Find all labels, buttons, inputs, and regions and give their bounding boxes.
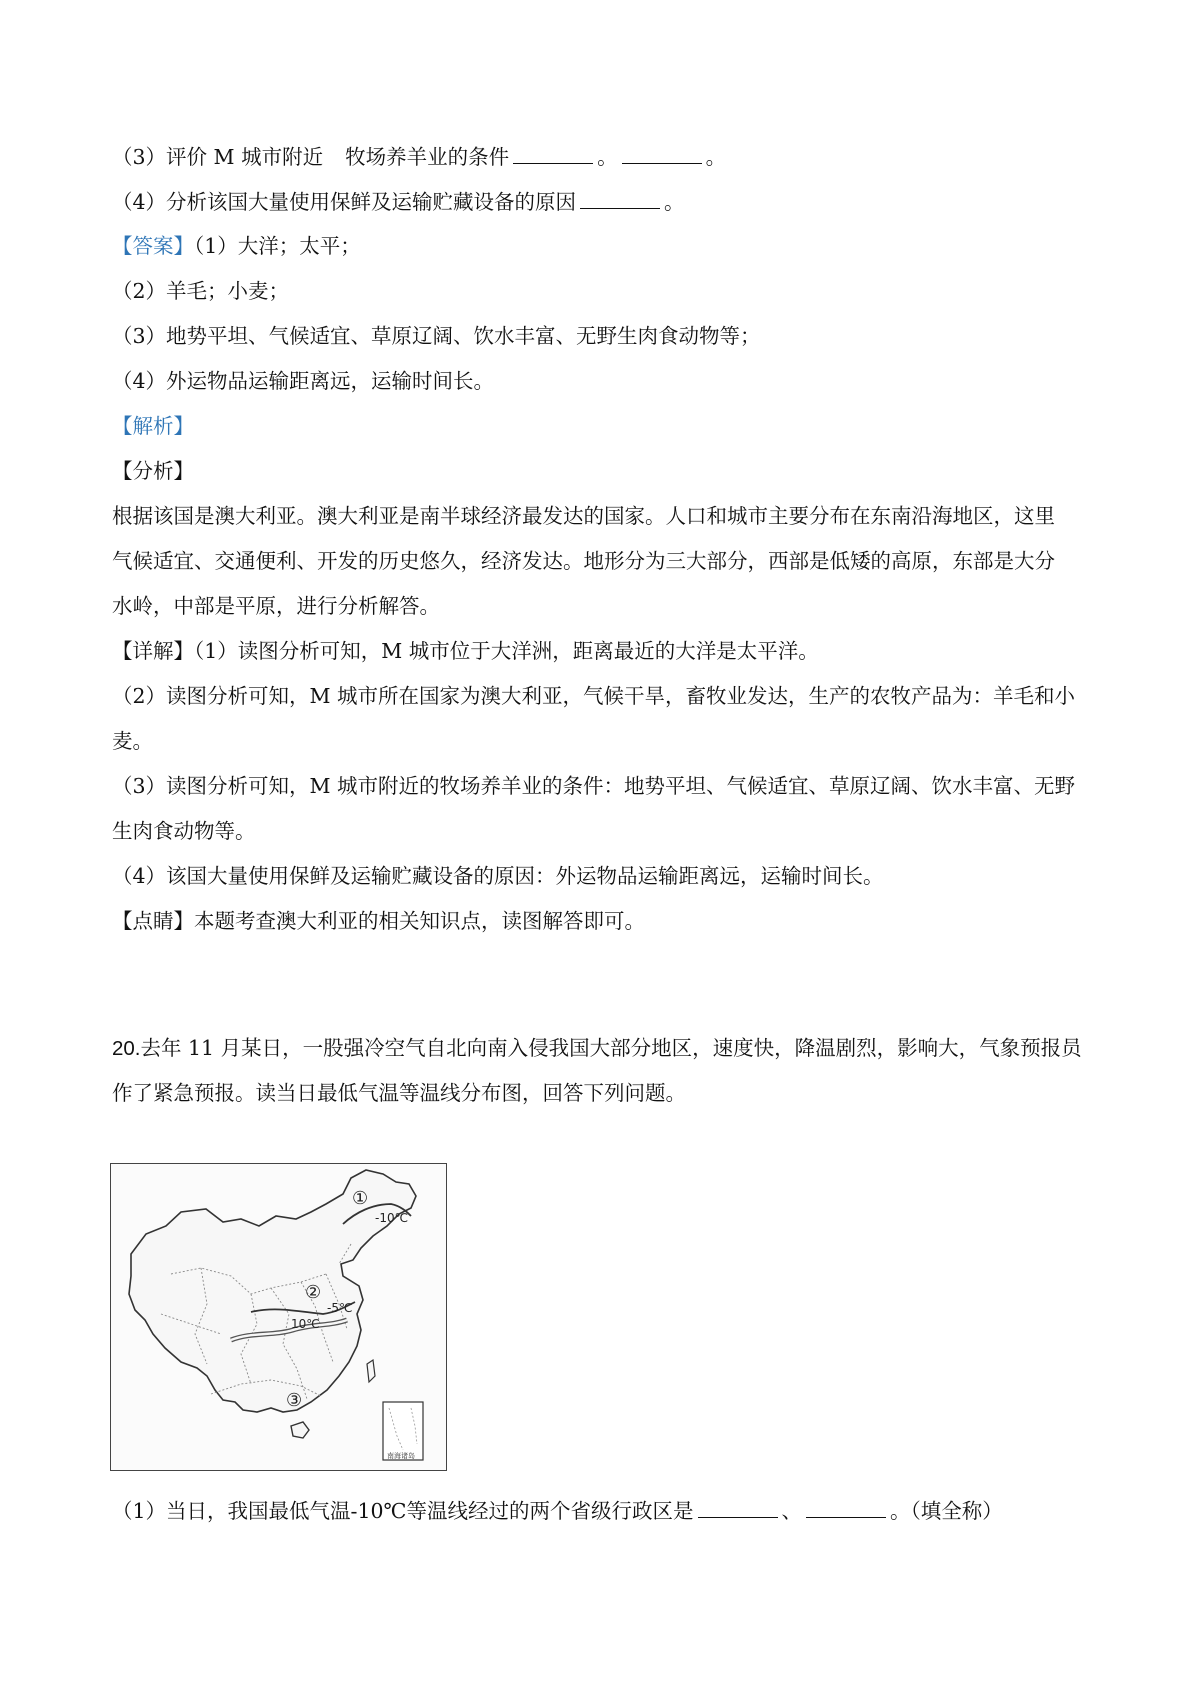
map-label-1: ① (352, 1188, 369, 1209)
answer-blank[interactable] (698, 1495, 778, 1518)
answer-blank[interactable] (622, 141, 702, 164)
answer-3: （3）地势平坦、气候适宜、草原辽阔、饮水丰富、无野生肉食动物等； (112, 324, 761, 348)
answer-1: （1）大洋；太平； (194, 234, 361, 258)
detail-1: （1）读图分析可知，M 城市位于大洋洲，距离最近的大洋是太平洋。 (194, 639, 819, 663)
q19-part4-text: （4）分析该国大量使用保鲜及运输贮藏设备的原因 (112, 190, 577, 214)
answer-4: （4）外运物品运输距离远，运输时间长。 (112, 369, 495, 393)
q19-part3-text: （3）评价 M 城市附近 (112, 145, 324, 169)
detail-4: （4）该国大量使用保鲜及运输贮藏设备的原因：外运物品运输距离远，运输时间长。 (112, 864, 884, 888)
analysis-label: 【解析】 (112, 414, 194, 438)
label-iso-10: 10℃ (291, 1317, 320, 1331)
isotherm-map (110, 1163, 447, 1471)
q19-part3-sep: 。 (597, 145, 618, 169)
fenxi-line-2: 气候适宜、交通便利、开发的历史悠久，经济发达。地形分为三大部分，西部是低矮的高原，东部是大分 (112, 549, 1055, 573)
dianjing-label: 【点睛】 (112, 909, 194, 933)
fenxi-line-1: 根据该国是澳大利亚。澳大利亚是南半球经济最发达的国家。人口和城市主要分布在东南沿海地区，这里 (112, 504, 1055, 528)
dianjing-text: 本题考查澳大利亚的相关知识点，读图解答即可。 (194, 909, 645, 933)
detail-2b: 麦。 (112, 729, 153, 753)
detail-3b: 生肉食动物等。 (112, 819, 256, 843)
map-label-3: ③ (286, 1390, 303, 1411)
q19-part4-end: 。 (664, 190, 685, 214)
detail-2a: （2）读图分析可知，M 城市所在国家为澳大利亚，气候干旱，畜牧业发达，生产的农牧产品为：羊毛和小 (112, 684, 1076, 708)
answer-label: 【答案】 (112, 234, 194, 258)
q19-part3-text2: 牧场养羊业的条件 (345, 145, 510, 169)
q20-part1-end: 。（填全称） (890, 1499, 1003, 1523)
q20-stem-1: 去年 11 月某日，一股强冷空气自北向南入侵我国大部分地区，速度快，降温剧烈，影响大，气象预报员 (140, 1036, 1082, 1060)
label-iso-minus10: -10℃ (375, 1211, 409, 1225)
answer-line-1 (112, 231, 1090, 261)
q20-number: 20. (112, 1037, 141, 1060)
detail-label: 【详解】 (112, 639, 194, 663)
q20-part1-text: （1）当日，我国最低气温-10℃等温线经过的两个省级行政区是 (112, 1499, 694, 1523)
dianjing-line (112, 906, 1090, 936)
q19-part4 (112, 186, 1090, 217)
q20-line-1 (112, 1033, 1090, 1064)
fenxi-label: 【分析】 (112, 459, 194, 483)
inset-label: 南海诸岛 (387, 1452, 415, 1460)
hainan-island (291, 1422, 309, 1438)
taiwan-island (367, 1360, 375, 1382)
map-label-2: ② (305, 1282, 322, 1303)
fenxi-line-3: 水岭，中部是平原，进行分析解答。 (112, 594, 440, 618)
answer-blank[interactable] (580, 186, 660, 209)
china-map-svg (111, 1164, 446, 1470)
answer-2: （2）羊毛；小麦； (112, 279, 290, 303)
label-iso-minus5: -5℃ (327, 1301, 353, 1315)
answer-blank[interactable] (513, 141, 593, 164)
q19-part3 (112, 141, 1090, 172)
q20-part1 (112, 1495, 1090, 1526)
q19-part3-end: 。 (705, 145, 727, 169)
q20-part1-sep: 、 (781, 1499, 802, 1523)
q20-stem-2: 作了紧急预报。读当日最低气温等温线分布图，回答下列问题。 (112, 1081, 686, 1105)
detail-3a: （3）读图分析可知，M 城市附近的牧场养羊业的条件：地势平坦、气候适宜、草原辽阔、饮水丰富、无野 (112, 774, 1076, 798)
detail-line-1 (112, 636, 1090, 666)
answer-blank[interactable] (806, 1495, 886, 1518)
